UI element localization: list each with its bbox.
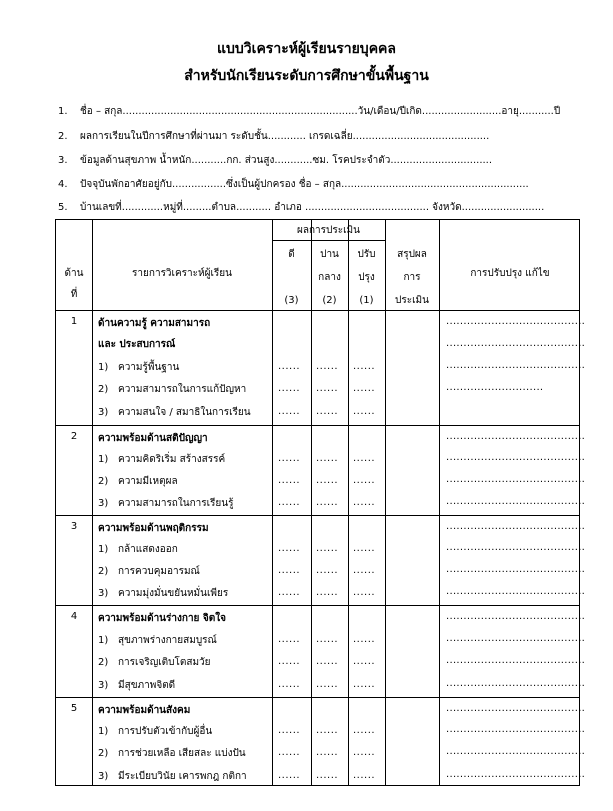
improvement-note-blank[interactable]: ........................................ [446, 360, 586, 371]
score-blank[interactable]: ...... [316, 725, 339, 736]
score-blank[interactable]: ...... [278, 679, 301, 690]
improvement-note-blank[interactable]: ........................................ [446, 703, 586, 714]
header-moderate: ปาน กลาง (2) [318, 249, 341, 306]
score-blank[interactable]: ...... [316, 475, 339, 486]
score-blank[interactable]: ...... [316, 587, 339, 598]
score-blank[interactable]: ...... [316, 565, 339, 576]
improvement-note-blank[interactable]: ........................................ [446, 431, 586, 442]
score-blank[interactable]: ...... [353, 406, 376, 417]
list-item: 3) ความสามารถในการเรียนรู้ [98, 498, 234, 509]
improvement-note-blank[interactable]: ........................................ [446, 678, 586, 689]
score-blank[interactable]: ...... [316, 679, 339, 690]
score-blank[interactable]: ...... [278, 747, 301, 758]
score-blank[interactable]: ...... [353, 543, 376, 554]
improvement-note-blank[interactable]: ........................................ [446, 338, 586, 349]
section-number: 5 [70, 703, 78, 714]
score-blank[interactable]: ...... [278, 634, 301, 645]
list-item: 3) มีระเบียบวินัย เคารพกฎ กติกา [98, 771, 247, 782]
improvement-note-blank[interactable]: ........................................ [446, 452, 586, 463]
list-item: 3) ความมุ่งมั่นขยันหมั่นเพียร [98, 588, 229, 599]
improvement-note-blank[interactable]: ............................ [446, 382, 544, 393]
score-blank[interactable]: ...... [353, 475, 376, 486]
header-good: ดี (3) [284, 249, 299, 306]
section-number: 2 [70, 431, 78, 442]
score-blank[interactable]: ...... [316, 383, 339, 394]
info-line-name: 1. ชื่อ – สกุล..........................................................................วัน/เดือน/ปีเกิด.........................อายุ...........ปี [58, 106, 561, 117]
score-blank[interactable]: ...... [353, 587, 376, 598]
improvement-note-blank[interactable]: ........................................ [446, 316, 586, 327]
score-blank[interactable]: ...... [278, 497, 301, 508]
score-blank[interactable]: ...... [353, 770, 376, 781]
score-blank[interactable]: ...... [353, 634, 376, 645]
score-blank[interactable]: ...... [316, 361, 339, 372]
score-blank[interactable]: ...... [278, 383, 301, 394]
info-line-grades: 2. ผลการเรียนในปีการศึกษาที่ผ่านมา ระดับชั้น............ เกรดเฉลี่ย........................................... [58, 131, 490, 142]
score-blank[interactable]: ...... [316, 770, 339, 781]
section-heading: ความพร้อมด้านสติปัญญา [98, 433, 208, 444]
form-title: แบบวิเคราะห์ผู้เรียนรายบุคคล [217, 41, 396, 57]
improvement-note-blank[interactable]: ........................................ [446, 611, 586, 622]
improvement-note-blank[interactable]: ........................................ [446, 496, 586, 507]
score-blank[interactable]: ...... [353, 656, 376, 667]
score-blank[interactable]: ...... [353, 679, 376, 690]
section-heading: ความพร้อมด้านสังคม [98, 705, 191, 716]
score-blank[interactable]: ...... [278, 406, 301, 417]
list-item: 1) กล้าแสดงออก [98, 544, 178, 555]
score-blank[interactable]: ...... [353, 725, 376, 736]
score-blank[interactable]: ...... [316, 747, 339, 758]
improvement-note-blank[interactable]: ........................................ [446, 542, 586, 553]
score-blank[interactable]: ...... [278, 587, 301, 598]
improvement-note-blank[interactable]: ........................................ [446, 474, 586, 485]
list-item: 1) สุขภาพร่างกายสมบูรณ์ [98, 635, 217, 646]
improvement-note-blank[interactable]: ........................................ [446, 769, 586, 780]
section-number: 3 [70, 521, 78, 532]
score-blank[interactable]: ...... [353, 565, 376, 576]
improvement-note-blank[interactable]: ........................................ [446, 633, 586, 644]
section-heading: ความพร้อมด้านพฤติกรรม [98, 523, 209, 534]
header-number: ด้าน ที่ [64, 268, 84, 300]
list-item: 2) ความมีเหตุผล [98, 476, 178, 487]
score-blank[interactable]: ...... [278, 725, 301, 736]
info-line-health: 3. ข้อมูลด้านสุขภาพ น้ำหนัก...........กก. ส่วนสูง............ซม. โรคประจำตัว................................ [58, 155, 493, 166]
score-blank[interactable]: ...... [278, 565, 301, 576]
score-blank[interactable]: ...... [278, 361, 301, 372]
score-blank[interactable]: ...... [316, 656, 339, 667]
info-line-guardian: 4. ปัจจุบันพักอาศัยอยู่กับ.................ซึ่งเป็นผู้ปกครอง ชื่อ – สกุล........................................................... [58, 179, 529, 190]
list-item: 3) มีสุขภาพจิตดี [98, 680, 176, 691]
header-summary: สรุปผล การ ประเมิน [395, 249, 429, 306]
score-blank[interactable]: ...... [353, 383, 376, 394]
list-item: 3) ความสนใจ / สมาธิในการเรียน [98, 407, 251, 418]
section-number: 1 [70, 316, 78, 327]
score-blank[interactable]: ...... [278, 543, 301, 554]
header-evaluation: ผลการประเมิน [297, 225, 360, 236]
score-blank[interactable]: ...... [353, 453, 376, 464]
header-items: รายการวิเคราะห์ผู้เรียน [132, 268, 232, 279]
score-blank[interactable]: ...... [278, 453, 301, 464]
evaluation-table [55, 219, 586, 786]
improvement-note-blank[interactable]: ........................................ [446, 521, 586, 532]
section-number: 4 [70, 611, 78, 622]
score-blank[interactable]: ...... [278, 770, 301, 781]
improvement-note-blank[interactable]: ........................................ [446, 655, 586, 666]
improvement-note-blank[interactable]: ........................................ [446, 564, 586, 575]
header-correction: การปรับปรุง แก้ไข [470, 268, 550, 279]
list-item: 1) ความคิดริเริ่ม สร้างสรรค์ [98, 454, 226, 465]
score-blank[interactable]: ...... [316, 634, 339, 645]
score-blank[interactable]: ...... [316, 406, 339, 417]
score-blank[interactable]: ...... [353, 747, 376, 758]
improvement-note-blank[interactable]: ........................................ [446, 746, 586, 757]
list-item: 2) การช่วยเหลือ เสียสละ แบ่งปัน [98, 748, 246, 759]
info-line-address: 5. บ้านเลขที่.............หมู่ที่.........ตำบล........... อำเภอ ....................................... จังหวัด.......................... [58, 202, 545, 213]
section-heading-cont: และ ประสบการณ์ [98, 339, 176, 350]
improvement-note-blank[interactable]: ........................................ [446, 586, 586, 597]
score-blank[interactable]: ...... [316, 453, 339, 464]
list-item: 1) การปรับตัวเข้ากับผู้อื่น [98, 726, 213, 737]
section-heading: ความพร้อมด้านร่างกาย จิตใจ [98, 613, 226, 624]
section-heading: ด้านความรู้ ความสามารถ [98, 318, 211, 329]
score-blank[interactable]: ...... [353, 497, 376, 508]
improvement-note-blank[interactable]: ........................................ [446, 724, 586, 735]
list-item: 2) ความสามารถในการแก้ปัญหา [98, 384, 247, 395]
score-blank[interactable]: ...... [316, 497, 339, 508]
form-subtitle: สำหรับนักเรียนระดับการศึกษาขั้นพื้นฐาน [184, 68, 429, 84]
header-improve: ปรับ ปรุง (1) [357, 249, 376, 306]
score-blank[interactable]: ...... [278, 656, 301, 667]
list-item: 2) การควบคุมอารมณ์ [98, 566, 200, 577]
score-blank[interactable]: ...... [353, 361, 376, 372]
list-item: 2) การเจริญเติบโตสมวัย [98, 657, 211, 668]
score-blank[interactable]: ...... [278, 475, 301, 486]
list-item: 1) ความรู้พื้นฐาน [98, 362, 180, 373]
score-blank[interactable]: ...... [316, 543, 339, 554]
